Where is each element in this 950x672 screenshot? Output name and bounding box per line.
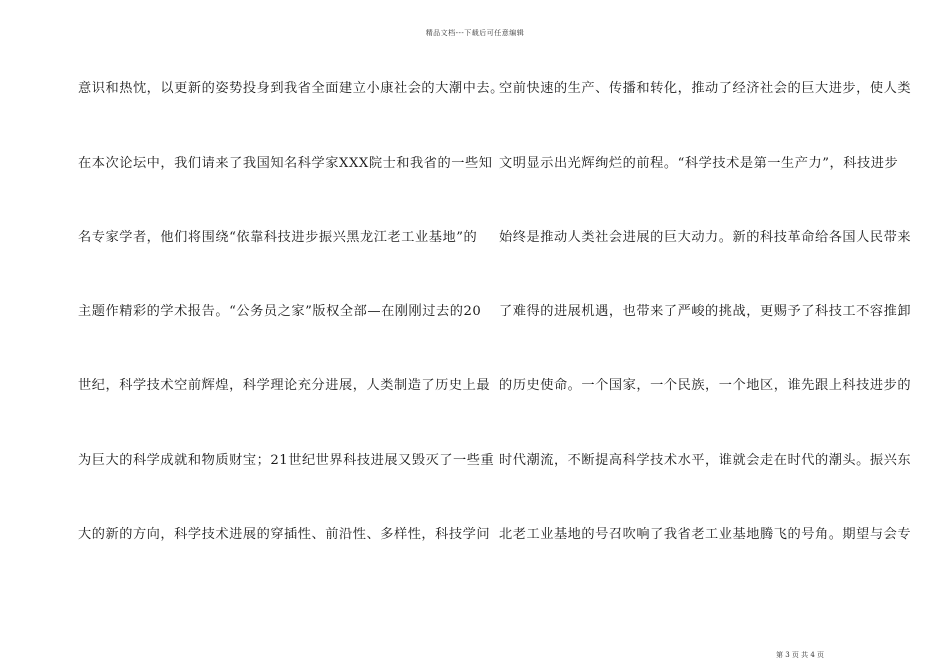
text-line: 为巨大的科学成就和物质财宝；21世纪世界科技进展又毁灭了一些重 xyxy=(78,453,495,468)
text-line: 大的新的方向，科学技术进展的穿插性、前沿性、多样性，科技学问 xyxy=(78,527,491,542)
text-line: 的历史使命。一个国家，一个民族，一个地区，谁先跟上科技进步的 xyxy=(499,378,912,393)
text-line: 时代潮流，不断提高科学技术水平，谁就会走在时代的潮头。振兴东 xyxy=(499,453,912,468)
text-line: 文明显示出光辉绚烂的前程。“科学技术是第一生产力”，科技进步 xyxy=(499,156,899,171)
text-line: 世纪，科学技术空前辉煌，科学理论充分进展，人类制造了历史上最 xyxy=(78,378,491,393)
text-line: 主题作精彩的学术报告。“公务员之家”版权全部—在刚刚过去的20 xyxy=(78,304,482,319)
text-line: 意识和热忱，以更新的姿势投身到我省全面建立小康社会的大潮中去。 xyxy=(78,81,504,96)
text-line: 北老工业基地的号召吹响了我省老工业基地腾飞的号角。期望与会专 xyxy=(499,527,912,542)
text-line: 名专家学者，他们将围绕“依靠科技进步振兴黑龙江老工业基地”的 xyxy=(78,230,478,245)
page-number: 第 3 页 共 4 页 xyxy=(776,651,825,659)
page-header: 精品文档---下载后可任意编辑 xyxy=(425,29,525,37)
text-line: 空前快速的生产、传播和转化，推动了经济社会的巨大进步，使人类 xyxy=(499,81,912,96)
text-line: 在本次论坛中，我们请来了我国知名科学家XXX院士和我省的一些知 xyxy=(78,156,493,171)
text-line: 始终是推动人类社会进展的巨大动力。新的科技革命给各国人民带来 xyxy=(499,230,912,245)
text-line: 了难得的进展机遇，也带来了严峻的挑战，更赐予了科技工不容推卸 xyxy=(499,304,912,319)
